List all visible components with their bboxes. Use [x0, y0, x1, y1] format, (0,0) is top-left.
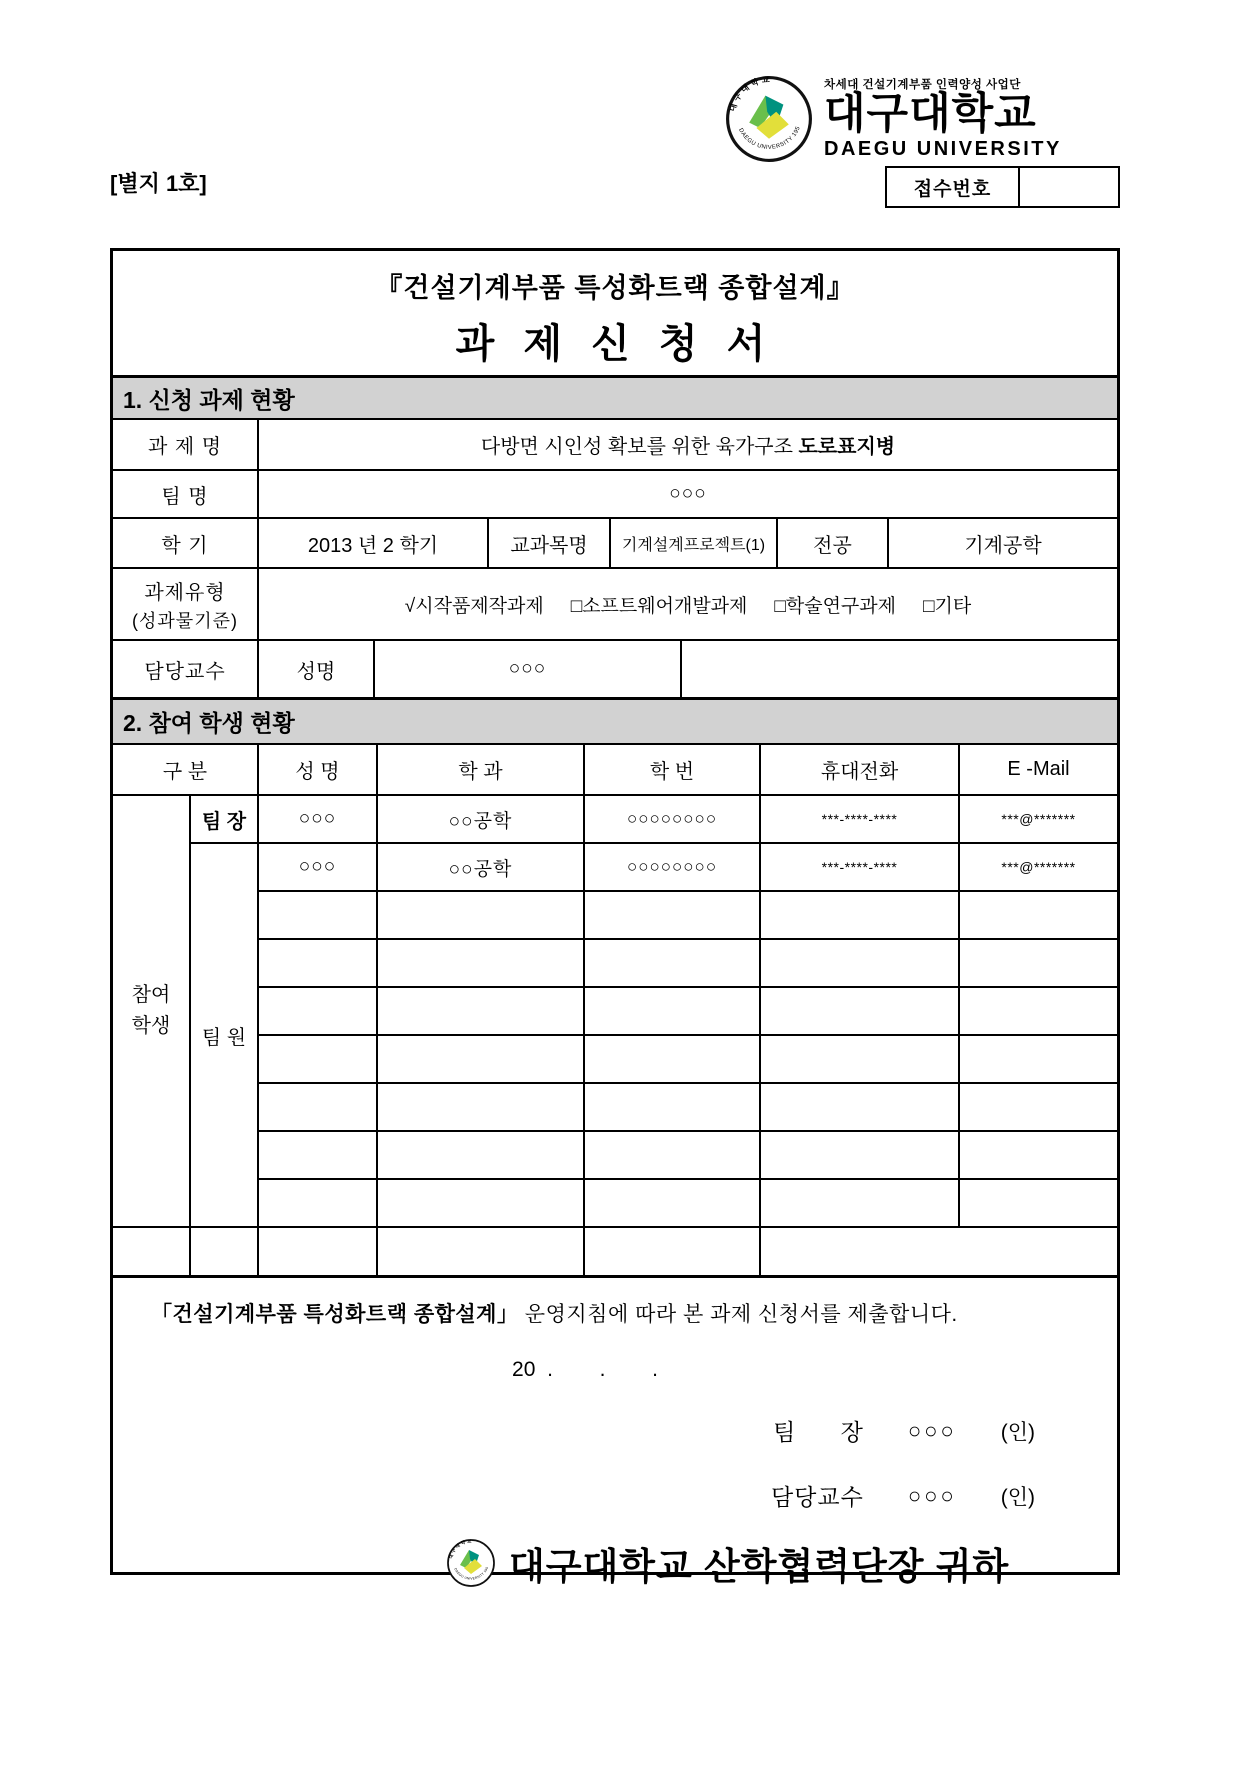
signature-name: ○○○	[907, 1482, 957, 1508]
checkbox-icon: □	[570, 595, 583, 617]
checked-mark-icon: √	[404, 595, 416, 617]
section1-heading: 1. 신청 과제 현황	[113, 375, 1117, 420]
closing-section	[113, 1275, 1117, 1620]
empty-cell	[760, 939, 959, 987]
col-header-student-id: 학 번	[584, 745, 760, 795]
professor-name-value: ○○○	[374, 640, 681, 697]
signature-name: ○○○	[907, 1417, 957, 1443]
empty-cell	[760, 987, 959, 1035]
project-name-text-bold: 도로표지병	[798, 436, 896, 458]
col-header-name: 성 명	[258, 745, 377, 795]
signature-seal: (인)	[1000, 1420, 1035, 1444]
col-header-category: 구 분	[113, 745, 258, 795]
semester-row	[113, 518, 1117, 568]
empty-cell	[584, 1035, 760, 1083]
table-row-empty	[113, 939, 1117, 987]
empty-cell	[258, 1035, 377, 1083]
empty-cell	[258, 939, 377, 987]
cell-department: ○○공학	[377, 795, 584, 843]
project-name-label: 과 제 명	[113, 420, 258, 470]
cell-email: ***@*******	[959, 843, 1117, 891]
cell-phone: ***-****-****	[760, 795, 959, 843]
cell-student-id: ○○○○○○○○	[584, 795, 760, 843]
option-academic[interactable]: □학술연구과제	[774, 595, 896, 617]
empty-cell	[258, 891, 377, 939]
professor-name-label: 성명	[258, 640, 374, 697]
empty-cell	[258, 1227, 377, 1275]
checkbox-icon: □	[774, 595, 786, 617]
empty-cell	[258, 1131, 377, 1179]
receipt-number-label: 접수번호	[887, 168, 1020, 206]
table-row-empty	[113, 1131, 1117, 1179]
cell-phone: ***-****-****	[760, 843, 959, 891]
empty-cell	[377, 891, 584, 939]
cell-name: ○○○	[258, 843, 377, 891]
col-header-department: 학 과	[377, 745, 584, 795]
empty-cell	[377, 1131, 584, 1179]
empty-cell	[760, 1179, 959, 1227]
cell-email: ***@*******	[959, 795, 1117, 843]
professor-label: 담당교수	[113, 640, 258, 697]
empty-cell	[377, 1035, 584, 1083]
recipient-row	[446, 1536, 1009, 1590]
empty-cell	[959, 1179, 1117, 1227]
col-header-email: E -Mail	[959, 745, 1117, 795]
empty-cell	[584, 891, 760, 939]
empty-cell	[584, 939, 760, 987]
empty-cell	[377, 1179, 584, 1227]
table-row-empty	[113, 1227, 1117, 1275]
empty-cell	[258, 987, 377, 1035]
signature-row-professor	[771, 1479, 1035, 1512]
empty-cell	[377, 987, 584, 1035]
empty-cell	[959, 891, 1117, 939]
empty-cell	[959, 1131, 1117, 1179]
empty-cell	[377, 1083, 584, 1131]
empty-cell	[760, 1083, 959, 1131]
receipt-number-box	[885, 166, 1120, 208]
empty-cell	[190, 1227, 258, 1275]
empty-cell	[760, 1035, 959, 1083]
project-type-options-cell	[258, 568, 1117, 640]
signature-role: 담당교수	[770, 1484, 864, 1510]
project-type-options	[261, 591, 1115, 618]
project-type-label	[113, 568, 258, 640]
cell-student-id: ○○○○○○○○	[584, 843, 760, 891]
option-other[interactable]: □기타	[923, 595, 972, 617]
project-name-row	[113, 420, 1117, 470]
empty-cell	[760, 891, 959, 939]
table-row-empty	[113, 1083, 1117, 1131]
date-line: 20 . . .	[512, 1358, 658, 1381]
recipient-text: 대구대학교 산학협력단장 귀하	[509, 1546, 1010, 1587]
form-title-track: 『건설기계부품 특성화트랙 종합설계』	[375, 273, 855, 303]
empty-cell	[959, 1035, 1117, 1083]
option-prototype[interactable]: √시작품제작과제	[404, 595, 544, 617]
empty-cell	[584, 987, 760, 1035]
receipt-number-value[interactable]	[1020, 168, 1118, 206]
empty-cell	[584, 1227, 760, 1275]
member-label: 팀 원	[190, 843, 258, 1227]
university-brand-text	[824, 74, 1062, 161]
university-emblem-icon	[446, 1538, 496, 1588]
semester-label: 학 기	[113, 518, 258, 568]
project-type-label-line1: 과제유형	[144, 581, 226, 604]
major-value: 기계공학	[888, 518, 1117, 568]
table-row-empty	[113, 987, 1117, 1035]
section1-table	[113, 420, 1117, 697]
empty-cell	[258, 1083, 377, 1131]
university-name-english: DAEGU UNIVERSITY	[824, 137, 1062, 160]
empty-cell	[959, 1083, 1117, 1131]
program-name: 차세대 건설기계부품 인력양성 사업단	[824, 79, 1021, 91]
project-type-row	[113, 568, 1117, 640]
team-name-value: ○○○	[258, 470, 1117, 518]
group-label-participants: 참여 학생	[113, 795, 190, 1227]
table-row-empty	[113, 1035, 1117, 1083]
empty-cell	[377, 939, 584, 987]
form-title-main: 과 제 신 청 서	[455, 322, 775, 366]
signature-row-leader	[773, 1414, 1035, 1447]
table-row-leader	[113, 795, 1117, 843]
cell-department: ○○공학	[377, 843, 584, 891]
team-name-row	[113, 470, 1117, 518]
form-title-area	[113, 251, 1117, 375]
course-value: 기계설계프로젝트(1)	[610, 518, 777, 568]
empty-cell	[258, 1179, 377, 1227]
project-type-label-line2: (성과물기준)	[132, 610, 238, 631]
team-name-label: 팀 명	[113, 470, 258, 518]
section2-heading: 2. 참여 학생 현황	[113, 697, 1117, 745]
signature-role: 팀 장	[773, 1419, 864, 1445]
empty-cell	[584, 1179, 760, 1227]
empty-cell	[760, 1131, 959, 1179]
table-row-member	[113, 843, 1117, 891]
leader-label: 팀 장	[190, 795, 258, 843]
participants-header-row	[113, 745, 1117, 795]
semester-value: 2013 년 2 학기	[258, 518, 488, 568]
project-name-value	[258, 420, 1117, 470]
table-row-empty	[113, 891, 1117, 939]
empty-cell	[584, 1083, 760, 1131]
empty-cell	[959, 987, 1117, 1035]
university-emblem-icon	[724, 74, 814, 164]
empty-cell	[959, 939, 1117, 987]
empty-cell	[113, 1227, 190, 1275]
checkbox-icon: □	[923, 595, 935, 617]
empty-cell	[584, 1131, 760, 1179]
project-name-text: 다방면 시인성 확보를 위한 육가구조	[480, 436, 799, 458]
signature-seal: (인)	[1000, 1485, 1035, 1509]
professor-row	[113, 640, 1117, 697]
form-main-box	[110, 248, 1120, 1587]
course-label: 교과목명	[488, 518, 610, 568]
university-name-korean: 대구대학교	[824, 90, 1037, 138]
attachment-number-label: [별지 1호]	[110, 171, 207, 196]
empty-cell	[377, 1227, 584, 1275]
empty-cell	[681, 640, 1117, 697]
university-brand	[724, 74, 1062, 164]
major-label: 전공	[777, 518, 888, 568]
participants-table	[113, 745, 1117, 1275]
col-header-phone: 휴대전화	[760, 745, 959, 795]
submission-statement: 「건설기계부품 특성화트랙 종합설계」 운영지침에 따라 본 과제 신청서를 제출합니다.	[151, 1303, 958, 1326]
option-software[interactable]: □소프트웨어개발과제	[570, 595, 748, 617]
table-row-empty	[113, 1179, 1117, 1227]
cell-name: ○○○	[258, 795, 377, 843]
